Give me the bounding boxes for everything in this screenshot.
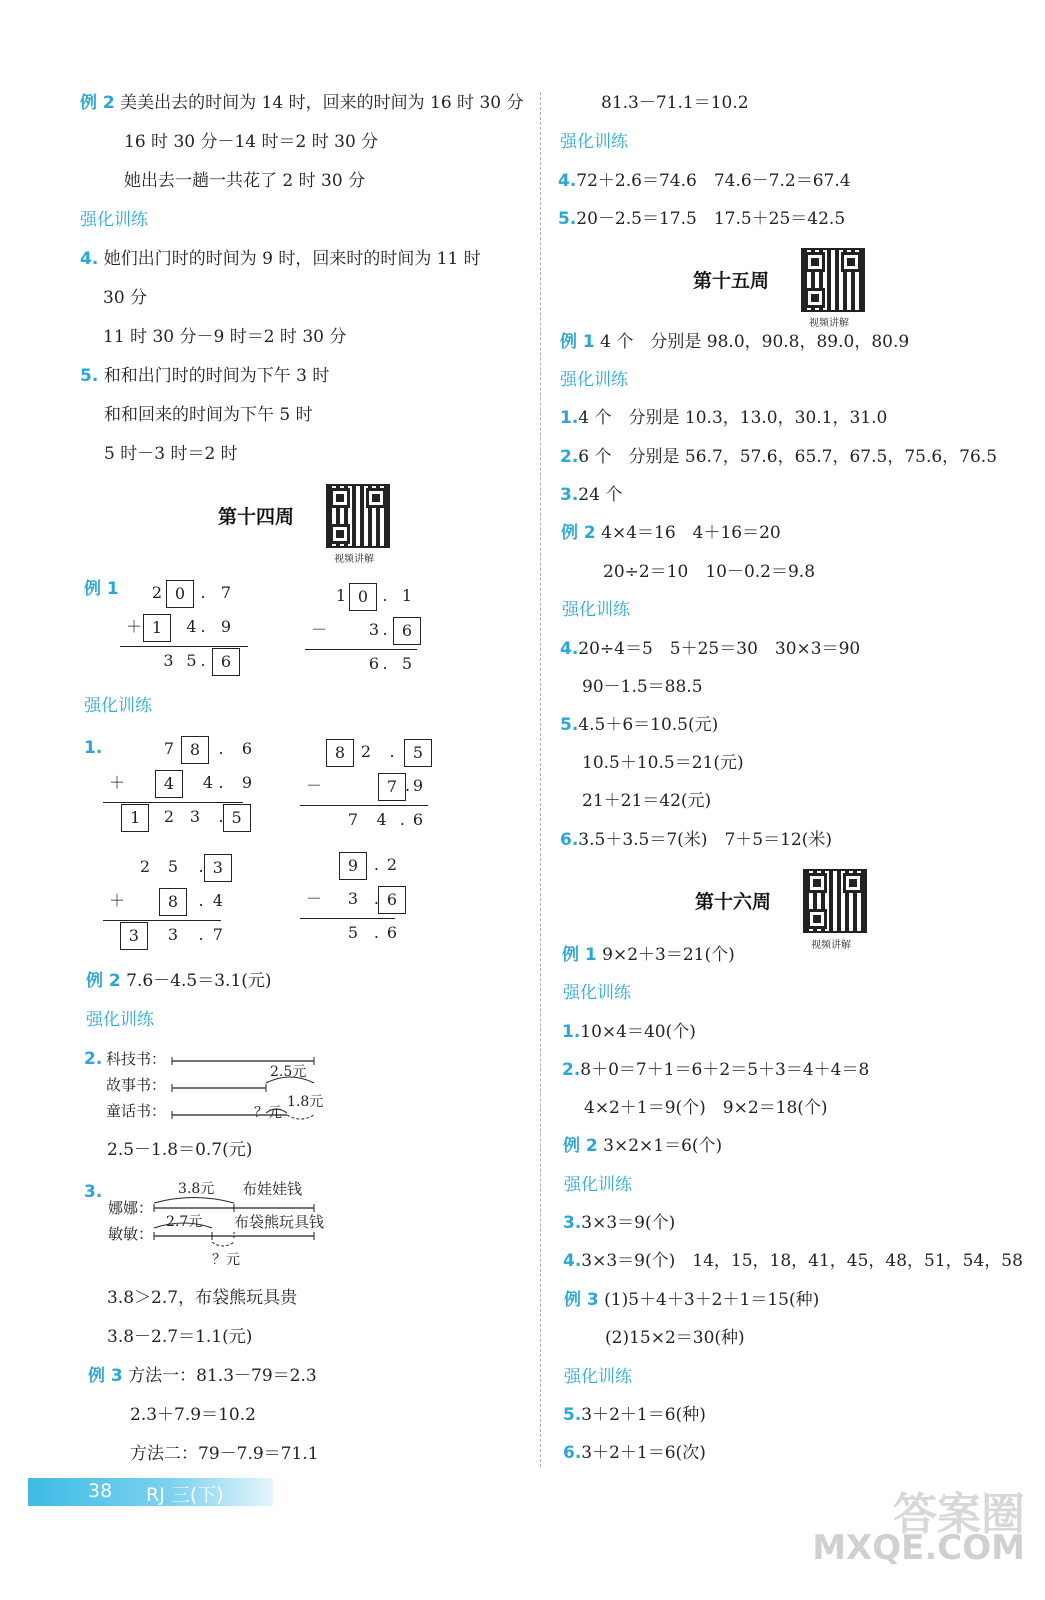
- answer-box[interactable]: 5: [223, 804, 251, 832]
- week-heading: 第十五周: [693, 270, 770, 292]
- digit: .: [389, 742, 395, 761]
- question-1b: 1.10×4＝40(个): [562, 1022, 696, 1042]
- equation: (2)15×2＝30(种): [605, 1328, 745, 1348]
- section-heading: 强化训练: [84, 696, 152, 716]
- digit: 7: [212, 925, 223, 944]
- vertical-addition: [103, 854, 228, 954]
- digit: 2: [386, 855, 398, 874]
- operator-sign: ＋: [108, 773, 125, 792]
- example-2b: 例 2 3×2×1＝6(个): [563, 1136, 723, 1156]
- answer-box[interactable]: 3: [204, 854, 232, 882]
- sum-line: [120, 646, 248, 647]
- section-heading: 强化训练: [80, 210, 148, 230]
- sum-line: [305, 649, 417, 650]
- digit: 5: [167, 857, 179, 876]
- question-1: 1.4 个 分别是 10.3，13.0，30.1，31.0: [560, 408, 888, 428]
- digit: .: [373, 889, 379, 908]
- question-6b: 6.3＋2＋1＝6(次): [563, 1443, 706, 1463]
- digit: .: [200, 651, 206, 670]
- section-heading: 强化训练: [562, 600, 630, 620]
- digit: 7: [220, 583, 232, 602]
- digit: 9: [220, 617, 232, 636]
- digit: .: [198, 857, 204, 876]
- answer-box[interactable]: 8: [181, 736, 209, 764]
- question-2b: 2.8＋0＝7＋1＝6＋2＝5＋3＝4＋4＝8: [562, 1060, 870, 1080]
- equation: 90－1.5＝88.5: [582, 677, 703, 697]
- column-divider: [540, 92, 541, 1467]
- digit: .: [373, 855, 379, 874]
- digit: 6: [241, 739, 253, 758]
- question-4: 4. 她们出门时的时间为 9 时，回来时的时间为 11 时: [80, 249, 481, 269]
- sum-line: [300, 805, 428, 806]
- operator-sign: －: [310, 620, 327, 639]
- digit: .: [198, 925, 204, 944]
- equation: 2.5－1.8＝0.7(元): [107, 1140, 253, 1160]
- example-3: 例 3 方法一：81.3－79＝2.3: [88, 1366, 317, 1386]
- sum-line: [103, 802, 243, 803]
- answer-box[interactable]: 6: [393, 617, 421, 645]
- vertical-subtraction: [300, 739, 435, 839]
- section-heading: 强化训练: [86, 1010, 154, 1030]
- digit: .: [218, 773, 224, 792]
- digit: 2: [139, 857, 151, 876]
- example-2: 例 2 4×4＝16 4＋16＝20: [561, 523, 781, 543]
- digit: .: [399, 810, 405, 829]
- question-4c: 4.3×3＝9(个) 14，15，18，41，45，48，51，54，58: [563, 1251, 1023, 1271]
- digit: 1: [401, 586, 413, 605]
- qr-code-icon[interactable]: [326, 484, 390, 548]
- equation: 10.5＋10.5＝21(元): [582, 753, 744, 773]
- digit: .: [405, 776, 411, 795]
- digit: .: [382, 586, 388, 605]
- section-heading: 强化训练: [563, 983, 631, 1003]
- vertical-subtraction: [300, 852, 410, 952]
- digit: .: [198, 891, 204, 910]
- digit: 6: [386, 923, 398, 942]
- digit: 3: [368, 620, 380, 639]
- digit: 6: [412, 810, 424, 829]
- equation: 4×2＋1＝9(个) 9×2＝18(个): [584, 1098, 828, 1118]
- digit: 4: [376, 810, 387, 829]
- answer-box[interactable]: 1: [143, 614, 171, 642]
- equation: 20÷2＝10 10－0.2＝9.8: [603, 562, 816, 582]
- question-1-label: 1.: [84, 738, 103, 758]
- question-5b: 5.4.5＋6＝10.5(元): [560, 715, 719, 735]
- question-2: 2.6 个 分别是 56.7，57.6，65.7，67.5，75.6，76.5: [560, 447, 998, 467]
- grade-label: RJ 三(下): [146, 1484, 224, 1506]
- equation: 3.8－2.7＝1.1(元): [107, 1327, 253, 1347]
- answer-box[interactable]: 3: [120, 922, 148, 950]
- digit: 2: [163, 807, 175, 826]
- sum-line: [300, 918, 395, 919]
- example-1b: 例 1 9×2＋3＝21(个): [562, 945, 735, 965]
- answer-box[interactable]: 8: [159, 888, 187, 916]
- example-2: 例 2 美美出去的时间为 14 时，回来的时间为 16 时 30 分: [80, 93, 524, 113]
- answer-box[interactable]: 7: [378, 773, 406, 801]
- question-5: 5.20－2.5＝17.5 17.5＋25＝42.5: [558, 209, 846, 229]
- vertical-addition: [120, 580, 255, 680]
- digit: 7: [163, 739, 175, 758]
- question-4: 4.72＋2.6＝74.6 74.6－7.2＝67.4: [558, 171, 851, 191]
- answer-box[interactable]: 0: [166, 580, 194, 608]
- equation: 5 时－3 时＝2 时: [104, 444, 238, 464]
- answer-box[interactable]: 8: [326, 739, 354, 767]
- answer-box[interactable]: 6: [378, 886, 406, 914]
- digit: 4: [212, 891, 223, 910]
- answer-box[interactable]: 5: [404, 739, 432, 767]
- digit: 5: [401, 654, 413, 673]
- digit: 2: [360, 742, 372, 761]
- answer-box[interactable]: 6: [212, 648, 240, 676]
- digit: 3: [189, 807, 201, 826]
- vertical-addition: [103, 736, 253, 836]
- page-number: 38: [88, 1480, 113, 1502]
- page-footer: [28, 1478, 273, 1506]
- digit: 4: [186, 617, 197, 636]
- digit: 7: [347, 810, 359, 829]
- digit: .: [382, 620, 388, 639]
- watermark-text: MXQE.COM: [812, 1528, 1025, 1568]
- digit: .: [200, 583, 206, 602]
- qr-caption: 视频讲解: [811, 940, 851, 951]
- operator-sign: －: [305, 776, 322, 795]
- equation: 2.3＋7.9＝10.2: [130, 1405, 256, 1425]
- week-heading: 第十六周: [695, 891, 772, 913]
- question-6: 6.3.5＋3.5＝7(米) 7＋5＝12(米): [560, 830, 832, 850]
- answer-box[interactable]: 4: [155, 770, 183, 798]
- equation: 81.3－71.1＝10.2: [601, 93, 749, 113]
- digit: .: [200, 617, 206, 636]
- digit: 5: [186, 651, 197, 670]
- question-3: 3.24 个: [560, 485, 623, 505]
- section-heading: 强化训练: [560, 370, 628, 390]
- example-3: 例 3 (1)5＋4＋3＋2＋1＝15(种): [564, 1290, 820, 1310]
- line-segment-diagram-q2: 2. 科技书： 故事书： 童话书： 2.5元 1.8元 ？元: [84, 1045, 344, 1125]
- section-heading: 强化训练: [564, 1175, 632, 1195]
- equation: 方法二：79－7.9＝71.1: [130, 1444, 319, 1464]
- answer-box[interactable]: 0: [349, 583, 377, 611]
- digit: .: [218, 739, 224, 758]
- digit: 2: [151, 583, 163, 602]
- section-heading: 强化训练: [564, 1367, 632, 1387]
- text-line: 30 分: [103, 288, 148, 308]
- equation: 16 时 30 分－14 时＝2 时 30 分: [124, 132, 379, 152]
- answer: 3.8＞2.7，布袋熊玩具贵: [107, 1288, 298, 1308]
- sum-line: [103, 920, 221, 921]
- text-line: 和和回来的时间为下午 5 时: [104, 405, 313, 425]
- operator-sign: ＋: [125, 617, 142, 636]
- question-4b: 4.20÷4＝5 5＋25＝30 30×3＝90: [560, 639, 861, 659]
- qr-caption: 视频讲解: [809, 318, 849, 329]
- digit: 3: [167, 925, 179, 944]
- answer-box[interactable]: 1: [121, 804, 149, 832]
- digit: 1: [335, 586, 347, 605]
- digit: 4: [202, 773, 214, 792]
- digit: 3: [163, 651, 174, 670]
- example-2b: 例 2 7.6－4.5＝3.1(元): [86, 971, 272, 991]
- operator-sign: －: [305, 889, 322, 908]
- digit: .: [382, 654, 388, 673]
- example-1-label: 例 1: [84, 579, 119, 599]
- watermark-logo: 答案圈: [893, 1489, 1025, 1540]
- question-5c: 5.3＋2＋1＝6(种): [563, 1405, 706, 1425]
- section-heading: 强化训练: [560, 132, 628, 152]
- qr-caption: 视频讲解: [334, 554, 374, 565]
- equation: 11 时 30 分－9 时＝2 时 30 分: [103, 327, 347, 347]
- question-3b: 3.3×3＝9(个): [563, 1213, 676, 1233]
- answer-box[interactable]: 9: [339, 852, 367, 880]
- digit: 3: [347, 889, 359, 908]
- digit: .: [373, 923, 379, 942]
- qr-code-icon[interactable]: [801, 248, 865, 312]
- line-segment-diagram-q3: 3. 娜娜： 敏敏： 3.8元 布娃娃钱 2.7元 布袋熊玩具钱 ？元: [84, 1178, 354, 1268]
- digit: 9: [241, 773, 253, 792]
- week-heading: 第十四周: [218, 506, 295, 528]
- vertical-subtraction: [305, 583, 430, 683]
- question-5: 5. 和和出门时的时间为下午 3 时: [80, 366, 330, 386]
- equation: 21＋21＝42(元): [582, 791, 712, 811]
- diagram-lines: [84, 1045, 344, 1125]
- operator-sign: ＋: [108, 891, 125, 910]
- digit: 9: [412, 776, 424, 795]
- answer: 她出去一趟一共花了 2 时 30 分: [124, 171, 366, 191]
- digit: 6: [368, 654, 380, 673]
- qr-code-icon[interactable]: [803, 869, 867, 933]
- example-1: 例 1 4 个 分别是 98.0，90.8，89.0，80.9: [560, 332, 910, 352]
- digit: .: [218, 807, 224, 826]
- digit: 5: [347, 923, 359, 942]
